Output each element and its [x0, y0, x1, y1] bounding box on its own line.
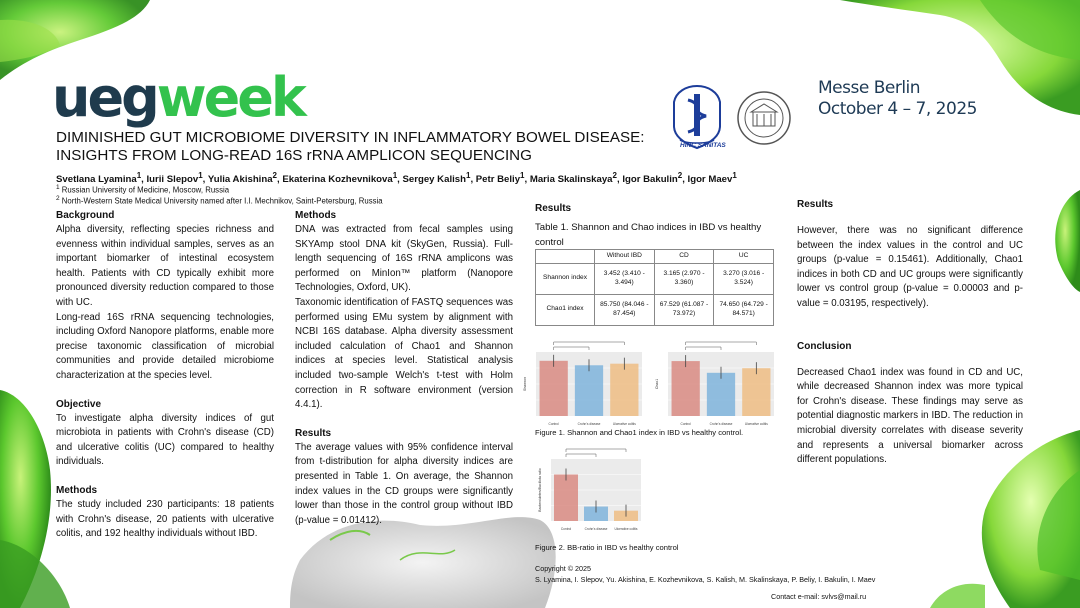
x-tick-label: Ulcerative colitis [612, 422, 636, 426]
author-separator: , [141, 174, 147, 186]
table-row [536, 294, 774, 325]
university-seal-right [736, 90, 792, 146]
author-separator: , [524, 174, 530, 186]
author-affiliation-num: 2 [677, 171, 683, 180]
chao1-bar-chart [652, 336, 780, 428]
conclusion-paragraph: Decreased Chao1 index was found in CD and UC, while decreased Shannon index was more typical for Crohn's disease. These findings may serve as potential diagnostic markers in IBD. The reduction in microbial diversity correlates with disease severity and represents a universal biomarker across different populations. [797, 366, 1023, 466]
author-name: Maria Skalinskaya [529, 174, 613, 186]
results-paragraph-1: The average values with 95% confidence interval from t-distribution for alpha diversity indices are presented in Table 1. On average, the Shannon index values in the CD groups were significantly lower than those in the control group without IBD (p-value = 0.01412). [295, 441, 513, 526]
methods-paragraph-1: The study included 230 participants: 18 patients with Crohn's disease, 20 patients with ulcerative colitis, and 192 healthy individuals without IBD. [56, 498, 274, 540]
bar [707, 373, 735, 416]
author-separator: , [202, 174, 208, 186]
table-header-row [536, 250, 774, 264]
y-axis-label: Shannon [523, 376, 527, 392]
table-cell: 74.650 (64.729 - 84.571) [714, 294, 774, 325]
logo-week-text: week [156, 66, 304, 129]
methods-heading-1: Methods [56, 484, 98, 496]
author-name: Iurii Slepov [146, 174, 199, 186]
shannon-bar-chart [520, 336, 648, 428]
significance-bracket [686, 347, 721, 350]
author-affiliation-num: 1 [465, 171, 471, 180]
figure-2-caption: Figure 2. BB-ratio in IBD vs healthy control [535, 543, 679, 552]
results-heading-2: Results [535, 203, 572, 214]
table-row [536, 263, 774, 294]
background-paragraph-2: Long-read 16S rRNA sequencing technologies, including Oxford Nanopore platforms, enable more precise taxonomic classification of microbial communities and provide detailed microbiome characterization at the species level. [56, 311, 274, 381]
y-axis-label: Chao1 [655, 378, 659, 390]
bb-ratio-bar-chart [535, 443, 647, 533]
table-cell: 3.270 (3.016 - 3.524) [714, 263, 774, 294]
table-cell: Chao1 index [536, 294, 595, 325]
results-heading-1: Results [295, 427, 332, 439]
bar [742, 368, 770, 416]
affiliation-1-num: 1 [56, 184, 60, 191]
x-tick-label: Crohn's disease [709, 422, 733, 426]
affiliation-1 [56, 184, 229, 195]
author-separator: , [470, 174, 476, 186]
methods-heading-2: Methods [295, 210, 337, 221]
bar [672, 361, 700, 416]
table-caption: Table 1. Shannon and Chao indices in IBD vs healthy control [535, 222, 762, 248]
results-heading-3: Results [797, 199, 834, 210]
table-cell: UC [714, 250, 774, 264]
conclusion-heading: Conclusion [797, 340, 852, 352]
table-cell: CD [654, 250, 714, 264]
significance-bracket [554, 342, 625, 345]
results-paragraph-2: However, there was no significant difference between the index values in the control and UC groups (p-value = 0.15461). Additionally, Chao1 indices in both CD and UC groups were significantly lower vs control group (p-value = 0.00003 and p-value = 0.03195, respectively). [797, 225, 1023, 309]
ueg-week-logo [52, 68, 304, 128]
table-cell: 3.452 (3.410 - 3.494) [595, 263, 655, 294]
author-separator: , [277, 174, 283, 186]
bar [540, 361, 568, 416]
methods-paragraph-2: DNA was extracted from fecal samples using SKYAmp stool DNA kit (SkyGen, Russia). Full-length sequencing of 16S rRNA amplicons was performed on MinIon™ platform (Nanopore Technologies, Oxford, UK). [295, 224, 513, 294]
column-results-conclusion [797, 198, 1023, 468]
contact-email: Contact e-mail: svlvs@mail.ru [771, 592, 867, 601]
y-axis-label: Bacteroidetes/Bacillota ratio [538, 468, 542, 512]
author-separator: , [397, 174, 403, 186]
author-affiliation-num: 2 [272, 171, 277, 180]
column-background [56, 209, 274, 542]
figure-1-caption: Figure 1. Shannon and Chao1 index in IBD vs healthy control. [535, 428, 744, 437]
author-name: Igor Bakulin [622, 174, 678, 186]
author-name: Yulia Akishina [207, 174, 273, 186]
objective-paragraph: To investigate alpha diversity indices of gut microbiota in patients with Crohn's disease (CD) and ulcerative colitis (UC) compared to healthy individuals. [56, 412, 274, 468]
bar [610, 364, 638, 416]
table-cell: Without IBD [595, 250, 655, 264]
event-dates: October 4 – 7, 2025 [818, 99, 977, 119]
logo-ueg-text: ueg [52, 66, 157, 129]
author-name: Ekaterina Kozhevnikova [282, 174, 393, 186]
author-affiliation-num: 1 [732, 171, 737, 180]
author-affiliation-num: 1 [520, 171, 525, 180]
objective-heading: Objective [56, 398, 102, 410]
table-cell [536, 250, 595, 264]
author-affiliation-num: 1 [198, 171, 203, 180]
author-name: Petr Beliy [475, 174, 521, 186]
poster-title [56, 129, 676, 165]
bar [575, 365, 603, 416]
x-tick-label: Ulcerative colitis [614, 527, 638, 531]
table-cell: 85.750 (84.046 - 87.454) [595, 294, 655, 325]
significance-bracket [686, 342, 757, 345]
x-tick-label: Control [560, 527, 572, 531]
author-separator: , [682, 174, 688, 186]
event-info [818, 78, 977, 120]
x-tick-label: Control [548, 422, 559, 426]
significance-bracket [566, 454, 596, 457]
event-venue: Messe Berlin [818, 78, 921, 98]
author-name: Sergey Kalish [402, 174, 466, 186]
column-methods [295, 209, 513, 528]
table-cell: 3.165 (2.970 - 3.360) [654, 263, 714, 294]
x-tick-label: Control [680, 422, 691, 426]
significance-bracket [566, 449, 626, 452]
affiliation-2-num: 2 [56, 195, 60, 202]
x-tick-label: Ulcerative colitis [744, 422, 768, 426]
results-table [535, 249, 774, 326]
significance-bracket [554, 347, 589, 350]
table-cell: 67.529 (61.087 - 73.972) [654, 294, 714, 325]
author-affiliation-num: 2 [612, 171, 617, 180]
title-line-2: INSIGHTS FROM LONG-READ 16S rRNA AMPLICON SEQUENCING [56, 147, 532, 164]
copyright-authors: S. Lyamina, I. Slepov, Yu. Akishina, E. Kozhevnikova, S. Kalish, M. Skalinskaya, P. Beliy, I. Bakulin, I. Maev [535, 575, 876, 584]
methods-paragraph-3: Taxonomic identification of FASTQ sequences was performed using EMu system by alignment with NCBI 16S database. Alpha diversity assessment included calculation of Chao1 and Shannon indices at species level. Statistical analysis included two-sample Welch's t-test with Holm correction in R software environment (version 4.4.1). [295, 296, 513, 411]
affiliation-2 [56, 195, 383, 206]
affiliation-1-text: Russian University of Medicine, Moscow, Russia [59, 185, 230, 195]
author-affiliation-num: 1 [392, 171, 398, 180]
background-paragraph-1: Alpha diversity, reflecting species richness and evenness within individual samples, serves as an important biomarker of intestinal ecosystem health. Patients with CD typically exhibit more pronounced diversity reduction compared to those with UC. [56, 224, 274, 308]
author-name: Svetlana Lyamina [56, 174, 137, 186]
affiliation-2-text: North-Western State Medical University named after I.I. Mechnikov, Saint-Petersburg, Russia [59, 196, 383, 206]
seal-motto: HINC SANITAS [680, 142, 726, 149]
background-heading: Background [56, 210, 115, 221]
bar [554, 475, 578, 522]
column-results-table [535, 202, 780, 216]
table-cell: Shannon index [536, 263, 595, 294]
x-tick-label: Crohn's disease [577, 422, 601, 426]
copyright: Copyright © 2025 [535, 564, 592, 573]
author-name: Igor Maev [687, 174, 733, 186]
title-line-1: DIMINISHED GUT MICROBIOME DIVERSITY IN INFLAMMATORY BOWEL DISEASE: [56, 129, 645, 146]
author-separator: , [616, 174, 623, 186]
author-affiliation-num: 1 [136, 171, 142, 180]
x-tick-label: Crohn's disease [584, 527, 608, 531]
